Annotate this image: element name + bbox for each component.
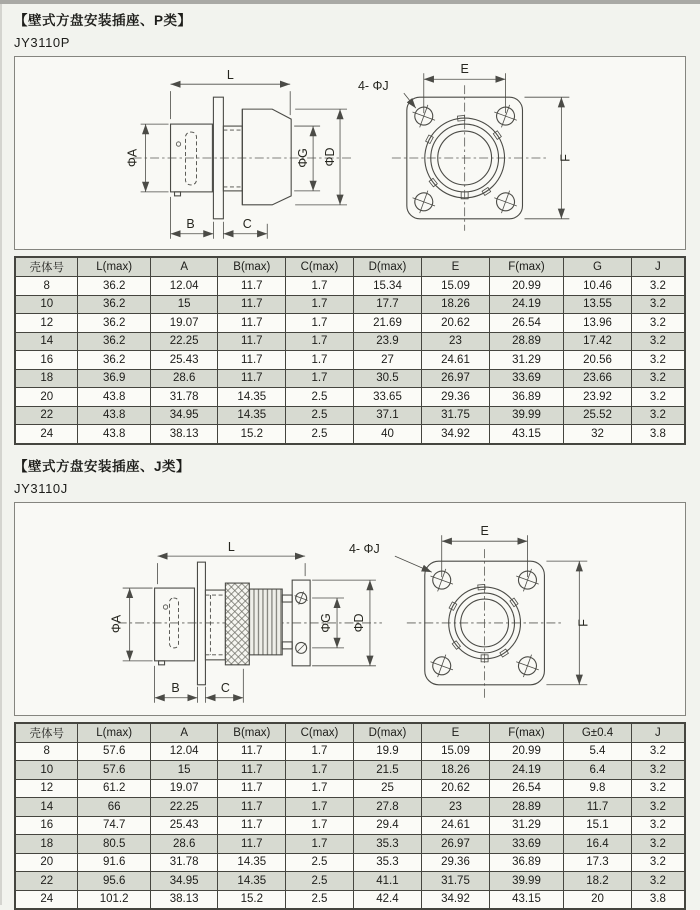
dimension-cell: 1.7: [286, 742, 354, 761]
dimension-cell: 26.97: [422, 369, 490, 388]
technical-drawing-j: [14, 502, 686, 716]
dim-label-E: E: [461, 62, 469, 76]
dimension-cell: 36.2: [78, 295, 150, 314]
model-code-p: JY3110P: [14, 35, 686, 50]
dimension-cell: 32: [564, 425, 632, 444]
table-row: [15, 890, 685, 909]
table-row: [15, 332, 685, 351]
dimension-cell: 10.46: [564, 277, 632, 296]
column-header: E: [422, 723, 490, 743]
knurled-nut: [225, 583, 249, 665]
dimension-cell: 16: [15, 351, 78, 370]
dimension-cell: 18.26: [422, 761, 490, 780]
dim-label-4phiJ: 4- ΦJ: [358, 79, 389, 93]
dimension-cell: 12: [15, 779, 78, 798]
dim-label-F: F: [558, 154, 572, 162]
dimension-cell: 1.7: [286, 779, 354, 798]
column-header: 壳体号: [15, 257, 78, 277]
dimension-cell: 5.4: [564, 742, 632, 761]
dimension-cell: 2.5: [286, 890, 354, 909]
dimension-cell: 1.7: [286, 369, 354, 388]
dim-C: [205, 668, 243, 702]
column-header: L(max): [78, 723, 150, 743]
dimension-cell: 14: [15, 332, 78, 351]
column-header: G±0.4: [564, 723, 632, 743]
dim-label-phiA: ΦA: [110, 614, 124, 633]
dimension-cell: 43.8: [78, 388, 150, 407]
table-row: [15, 816, 685, 835]
dimension-cell: 11.7: [218, 835, 286, 854]
dimension-cell: 95.6: [78, 872, 150, 891]
table-row: [15, 835, 685, 854]
dimension-cell: 2.5: [286, 406, 354, 425]
dimension-cell: 3.2: [631, 798, 685, 817]
dimension-cell: 12: [15, 314, 78, 333]
dimension-cell: 2.5: [286, 425, 354, 444]
dimension-cell: 11.7: [218, 816, 286, 835]
dimension-cell: 25.52: [564, 406, 632, 425]
column-header: B(max): [218, 257, 286, 277]
dimension-cell: 24.61: [422, 351, 490, 370]
dimension-cell: 36.89: [489, 388, 563, 407]
dimension-cell: 20.99: [489, 277, 563, 296]
dimension-cell: 33.69: [489, 369, 563, 388]
dimension-cell: 39.99: [489, 872, 563, 891]
body-tab: [175, 192, 181, 196]
dimension-cell: 20.62: [422, 314, 490, 333]
dimension-cell: 12.04: [150, 742, 218, 761]
dimension-cell: 26.54: [489, 779, 563, 798]
section-title-p: 【壁式方盘安装插座、P类】: [14, 9, 686, 29]
dimension-cell: 11.7: [218, 277, 286, 296]
dimension-cell: 23: [422, 332, 490, 351]
dimension-cell: 31.75: [422, 406, 490, 425]
dimension-cell: 36.2: [78, 351, 150, 370]
table-row: [15, 314, 685, 333]
column-header: L(max): [78, 257, 150, 277]
column-header: J: [631, 723, 685, 743]
dimension-cell: 1.7: [286, 277, 354, 296]
callout-holes: [349, 542, 432, 572]
dimension-cell: 17.3: [564, 853, 632, 872]
dimension-cell: 14.35: [218, 406, 286, 425]
dimension-cell: 35.3: [353, 853, 421, 872]
dimension-cell: 36.9: [78, 369, 150, 388]
dimension-cell: 14.35: [218, 388, 286, 407]
column-header: F(max): [489, 723, 563, 743]
dimension-cell: 11.7: [218, 369, 286, 388]
dimension-cell: 22.25: [150, 332, 218, 351]
dimension-cell: 21.69: [353, 314, 421, 333]
dimension-table-j: [14, 722, 686, 910]
table-row: [15, 406, 685, 425]
dimension-cell: 91.6: [78, 853, 150, 872]
column-header: A: [150, 257, 218, 277]
dimension-cell: 36.2: [78, 277, 150, 296]
dimension-cell: 3.2: [631, 277, 685, 296]
dimension-cell: 3.2: [631, 853, 685, 872]
table-row: [15, 742, 685, 761]
dimension-cell: 3.2: [631, 388, 685, 407]
dimension-cell: 18.2: [564, 872, 632, 891]
dimension-cell: 1.7: [286, 314, 354, 333]
dim-label-C: C: [243, 217, 252, 231]
dimension-cell: 15: [150, 761, 218, 780]
dimension-cell: 3.2: [631, 332, 685, 351]
table-row: [15, 425, 685, 444]
dimension-cell: 19.07: [150, 314, 218, 333]
dimension-cell: 14.35: [218, 872, 286, 891]
column-header: G: [564, 257, 632, 277]
dimension-cell: 57.6: [78, 761, 150, 780]
dimension-cell: 11.7: [218, 798, 286, 817]
dimension-cell: 74.7: [78, 816, 150, 835]
dimension-cell: 43.15: [489, 890, 563, 909]
body-slot: [185, 132, 196, 185]
dimension-cell: 3.2: [631, 835, 685, 854]
dimension-cell: 43.15: [489, 425, 563, 444]
dimension-cell: 25: [353, 779, 421, 798]
front-view-j: [349, 524, 590, 699]
dimension-cell: 15.09: [422, 277, 490, 296]
front-view-p: [358, 62, 572, 231]
dimension-cell: 3.2: [631, 369, 685, 388]
dimension-cell: 31.78: [150, 853, 218, 872]
dimension-cell: 11.7: [564, 798, 632, 817]
table-row: [15, 388, 685, 407]
dimension-cell: 23.92: [564, 388, 632, 407]
dimension-cell: 30.5: [353, 369, 421, 388]
dimension-cell: 1.7: [286, 332, 354, 351]
dimension-cell: 3.2: [631, 779, 685, 798]
dimension-cell: 3.2: [631, 406, 685, 425]
dimension-cell: 25.43: [150, 351, 218, 370]
dimension-cell: 9.8: [564, 779, 632, 798]
dimension-cell: 18.26: [422, 295, 490, 314]
dimension-cell: 61.2: [78, 779, 150, 798]
dim-label-phiA: ΦA: [126, 148, 140, 167]
dim-L: [171, 68, 291, 119]
dimension-cell: 22.25: [150, 798, 218, 817]
side-view-p: [126, 68, 354, 239]
dimension-cell: 1.7: [286, 798, 354, 817]
dimension-cell: 24.19: [489, 295, 563, 314]
dimension-cell: 8: [15, 742, 78, 761]
dimension-cell: 28.89: [489, 798, 563, 817]
dim-C: [223, 217, 267, 239]
dimension-cell: 15.2: [218, 425, 286, 444]
dimension-cell: 31.78: [150, 388, 218, 407]
column-header: A: [150, 723, 218, 743]
drawing-j-svg: [15, 503, 685, 715]
thread-section: [205, 590, 225, 660]
table-row: [15, 369, 685, 388]
dimension-cell: 3.8: [631, 425, 685, 444]
scan-edge-artifact-left: [0, 4, 2, 905]
dimension-cell: 66: [78, 798, 150, 817]
column-header: F(max): [489, 257, 563, 277]
dim-L: [158, 540, 306, 584]
dim-label-C: C: [221, 680, 230, 694]
coupling-shell: [242, 109, 291, 205]
dimension-cell: 28.6: [150, 835, 218, 854]
dimension-cell: 6.4: [564, 761, 632, 780]
mounting-flange: [197, 562, 205, 685]
body-hole: [163, 604, 167, 608]
dimension-cell: 24: [15, 890, 78, 909]
column-header: E: [422, 257, 490, 277]
dimension-cell: 1.7: [286, 761, 354, 780]
dimension-cell: 3.2: [631, 761, 685, 780]
dimension-cell: 15.34: [353, 277, 421, 296]
model-code-j: JY3110J: [14, 481, 686, 496]
dimension-cell: 39.99: [489, 406, 563, 425]
dim-label-L: L: [227, 68, 234, 82]
dimension-cell: 31.75: [422, 872, 490, 891]
dimension-cell: 10: [15, 761, 78, 780]
header-row: [15, 723, 685, 743]
dimension-cell: 15: [150, 295, 218, 314]
technical-drawing-p: [14, 56, 686, 250]
table-row: [15, 761, 685, 780]
table-row: [15, 277, 685, 296]
dimension-cell: 11.7: [218, 761, 286, 780]
dimension-cell: 23: [422, 798, 490, 817]
dimension-cell: 20.62: [422, 779, 490, 798]
dimension-cell: 28.89: [489, 332, 563, 351]
dimension-cell: 18: [15, 369, 78, 388]
dim-label-phiG: ΦG: [296, 148, 310, 168]
callout-holes: [358, 79, 416, 108]
dimension-cell: 1.7: [286, 835, 354, 854]
dimension-cell: 43.8: [78, 425, 150, 444]
thread-section: [223, 126, 242, 191]
dimension-cell: 3.2: [631, 816, 685, 835]
dimension-cell: 2.5: [286, 388, 354, 407]
dimension-cell: 34.92: [422, 890, 490, 909]
dimension-cell: 34.92: [422, 425, 490, 444]
dimension-cell: 80.5: [78, 835, 150, 854]
column-header: D(max): [353, 723, 421, 743]
dim-label-phiG: ΦG: [319, 613, 333, 633]
table-row: [15, 295, 685, 314]
dimension-cell: 11.7: [218, 351, 286, 370]
dimension-cell: 22: [15, 406, 78, 425]
dimension-cell: 31.29: [489, 816, 563, 835]
dimension-cell: 42.4: [353, 890, 421, 909]
ribbed-section: [249, 589, 282, 655]
dimension-cell: 24.61: [422, 816, 490, 835]
dimension-cell: 20.56: [564, 351, 632, 370]
dimension-cell: 34.95: [150, 406, 218, 425]
dimension-table-p: [14, 256, 686, 445]
column-header: C(max): [286, 257, 354, 277]
dimension-cell: 15.1: [564, 816, 632, 835]
column-header: D(max): [353, 257, 421, 277]
dimension-cell: 19.9: [353, 742, 421, 761]
column-header: B(max): [218, 723, 286, 743]
dimension-cell: 20.99: [489, 742, 563, 761]
table-row: [15, 351, 685, 370]
dimension-cell: 2.5: [286, 853, 354, 872]
dimension-cell: 19.07: [150, 779, 218, 798]
dimension-cell: 13.55: [564, 295, 632, 314]
table-row: [15, 853, 685, 872]
section-p-type: [14, 9, 686, 445]
screw-slot: [296, 642, 307, 653]
body-tab: [159, 660, 165, 664]
dimension-cell: 36.2: [78, 332, 150, 351]
dimension-cell: 40: [353, 425, 421, 444]
dimension-cell: 43.8: [78, 406, 150, 425]
dimension-cell: 1.7: [286, 351, 354, 370]
dimension-cell: 8: [15, 277, 78, 296]
dimension-cell: 11.7: [218, 295, 286, 314]
dim-label-B: B: [186, 217, 194, 231]
body-hole: [176, 142, 180, 146]
dimension-cell: 16: [15, 816, 78, 835]
table-row: [15, 872, 685, 891]
dimension-cell: 18: [15, 835, 78, 854]
dimension-cell: 12.04: [150, 277, 218, 296]
dimension-cell: 33.69: [489, 835, 563, 854]
dimension-cell: 29.36: [422, 388, 490, 407]
dim-phiA: [110, 588, 153, 661]
dimension-cell: 3.2: [631, 295, 685, 314]
dimension-cell: 34.95: [150, 872, 218, 891]
dimension-cell: 3.2: [631, 351, 685, 370]
dim-label-phiD: ΦD: [323, 148, 337, 167]
dimension-cell: 3.2: [631, 314, 685, 333]
dimension-cell: 24.19: [489, 761, 563, 780]
dimension-cell: 23.9: [353, 332, 421, 351]
dimension-cell: 27.8: [353, 798, 421, 817]
dimension-cell: 1.7: [286, 295, 354, 314]
screw-cross: [292, 589, 310, 607]
column-header: 壳体号: [15, 723, 78, 743]
dimension-cell: 28.6: [150, 369, 218, 388]
dimension-cell: 57.6: [78, 742, 150, 761]
dimension-cell: 20: [15, 853, 78, 872]
column-header: J: [631, 257, 685, 277]
dimension-cell: 37.1: [353, 406, 421, 425]
dimension-cell: 31.29: [489, 351, 563, 370]
dim-phiG: [294, 126, 320, 191]
scan-edge-artifact-top: [0, 0, 700, 4]
dimension-cell: 17.7: [353, 295, 421, 314]
dim-label-B: B: [171, 680, 179, 694]
dimension-cell: 10: [15, 295, 78, 314]
side-view-j: [110, 540, 382, 703]
dimension-cell: 27: [353, 351, 421, 370]
dim-label-L: L: [228, 540, 235, 554]
section-j-type: [14, 455, 686, 910]
dimension-cell: 2.5: [286, 872, 354, 891]
dim-label-E: E: [480, 524, 488, 538]
dim-label-F: F: [576, 618, 590, 626]
dim-label-4phiJ: 4- ΦJ: [349, 542, 380, 556]
dim-B: [171, 197, 214, 239]
dimension-cell: 11.7: [218, 314, 286, 333]
dimension-cell: 26.97: [422, 835, 490, 854]
drawing-p-svg: [15, 57, 685, 249]
dimension-cell: 101.2: [78, 890, 150, 909]
table-row: [15, 798, 685, 817]
dimension-cell: 36.89: [489, 853, 563, 872]
dimension-cell: 20: [15, 388, 78, 407]
dimension-cell: 26.54: [489, 314, 563, 333]
dimension-cell: 1.7: [286, 816, 354, 835]
dimension-cell: 41.1: [353, 872, 421, 891]
dimension-cell: 16.4: [564, 835, 632, 854]
dimension-cell: 36.2: [78, 314, 150, 333]
dimension-cell: 20: [564, 890, 632, 909]
yoke-bar-bottom: [282, 641, 292, 648]
yoke-bar-top: [282, 595, 292, 602]
dimension-cell: 38.13: [150, 425, 218, 444]
dimension-cell: 3.8: [631, 890, 685, 909]
dimension-cell: 15.09: [422, 742, 490, 761]
dimension-cell: 11.7: [218, 742, 286, 761]
connector-body: [155, 588, 195, 661]
dimension-cell: 14: [15, 798, 78, 817]
dimension-cell: 11.7: [218, 779, 286, 798]
dimension-cell: 24: [15, 425, 78, 444]
dimension-cell: 17.42: [564, 332, 632, 351]
dimension-cell: 23.66: [564, 369, 632, 388]
dimension-cell: 22: [15, 872, 78, 891]
dimension-cell: 3.2: [631, 872, 685, 891]
dim-label-phiD: ΦD: [352, 613, 366, 632]
dim-B: [155, 665, 198, 702]
dimension-cell: 33.65: [353, 388, 421, 407]
dimension-cell: 15.2: [218, 890, 286, 909]
dimension-cell: 14.35: [218, 853, 286, 872]
section-title-j: 【壁式方盘安装插座、J类】: [14, 455, 686, 475]
table-row: [15, 779, 685, 798]
header-row: [15, 257, 685, 277]
dimension-cell: 13.96: [564, 314, 632, 333]
dimension-cell: 29.4: [353, 816, 421, 835]
dimension-cell: 3.2: [631, 742, 685, 761]
dimension-cell: 35.3: [353, 835, 421, 854]
dimension-cell: 29.36: [422, 853, 490, 872]
dimension-cell: 21.5: [353, 761, 421, 780]
dimension-cell: 38.13: [150, 890, 218, 909]
dimension-cell: 11.7: [218, 332, 286, 351]
dimension-cell: 25.43: [150, 816, 218, 835]
column-header: C(max): [286, 723, 354, 743]
